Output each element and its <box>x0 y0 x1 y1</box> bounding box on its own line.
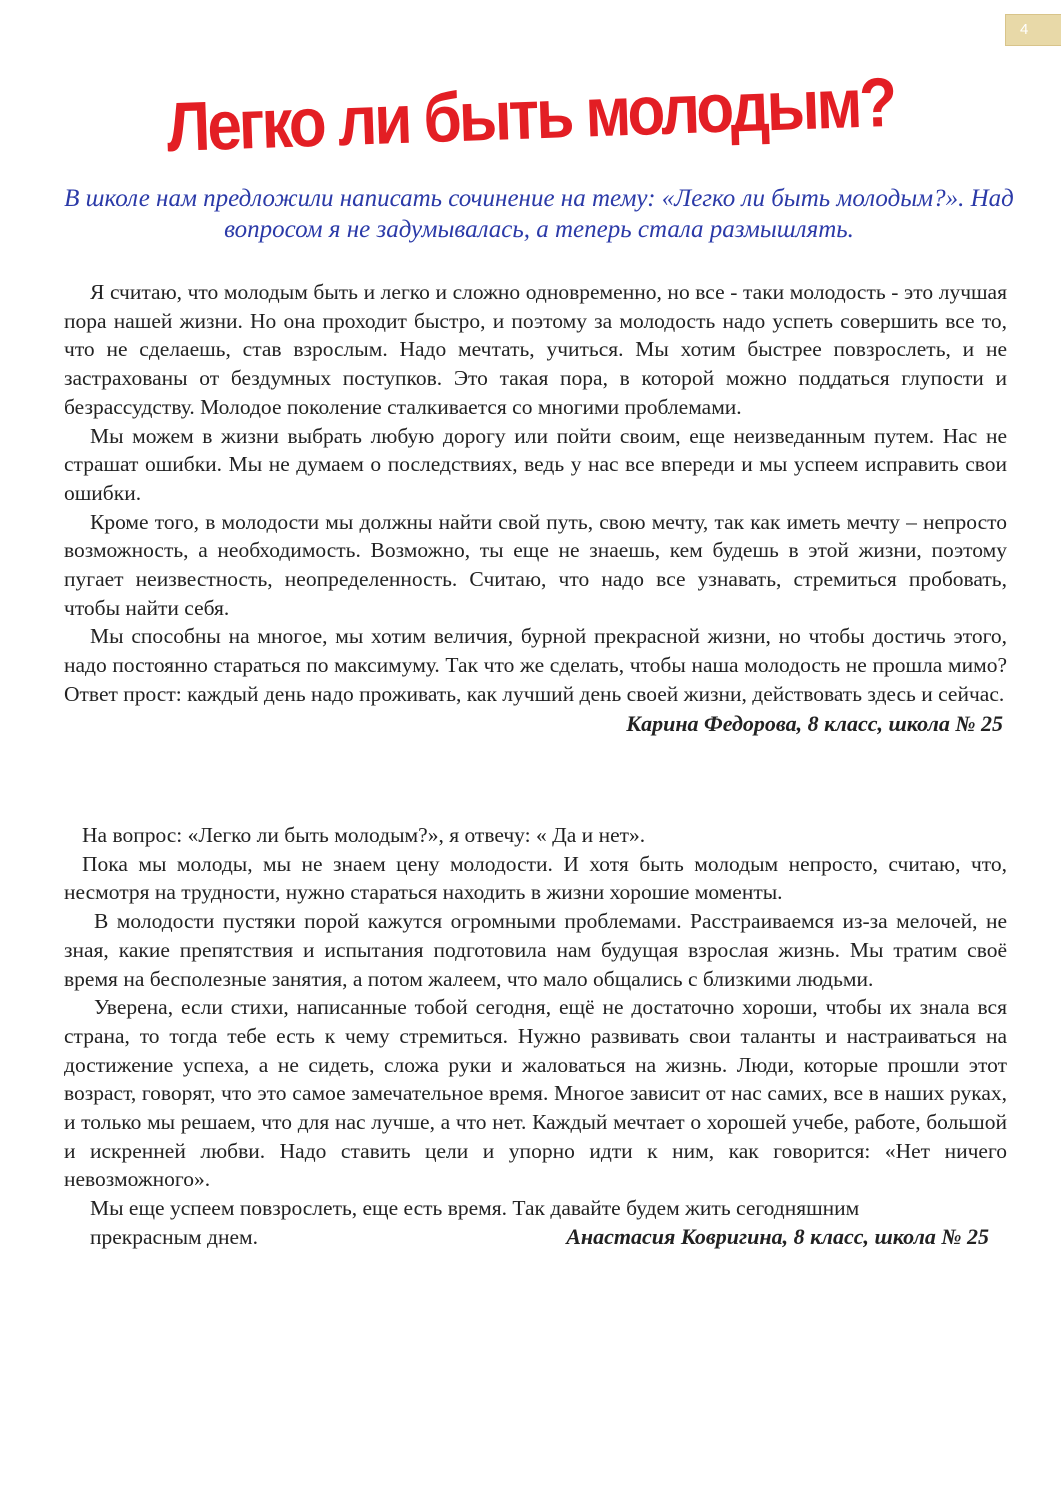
paragraph: Кроме того, в молодости мы должны найти свой путь, свою мечту, так как иметь мечту – непросто возможность, а необходимость. Возможно, ты еще не знаешь, кем будешь в этой жизни, поэтому пугает неизвестность, неопределенность. Считаю, что надо все узнавать, стремиться пробовать, чтобы найти себя. <box>64 509 1007 620</box>
paragraph: На вопрос: «Легко ли быть молодым?», я отвечу: « Да и нет». <box>82 823 646 847</box>
paragraph-end-line <box>64 1223 1007 1252</box>
paragraph: Мы способны на многое, мы хотим величия, бурной прекрасной жизни, но чтобы достичь этого, надо постоянно стараться по максимуму. Так что же сделать, чтобы наша молодость не прошла мимо? Ответ прост: каждый день надо проживать, как лучший день своей жизни, действовать здесь и сейчас. <box>64 624 1007 706</box>
paragraph: Уверена, если стихи, написанные тобой сегодня, ещё не достаточно хороши, чтобы их знала вся страна, то тогда тебе есть к чему стремиться. Нужно развивать свои таланты и настраиваться на достижение успеха, а не сидеть, сложа руки и жаловаться на жизнь. Люди, которые прошли этот возраст, говорят, что это самое замечательное время. Многое зависит от нас самих, все в наших руках, и только мы решаем, что для нас лучше, а что нет. Каждый мечтает о хорошей учебе, работе, большой и искренней любви. Надо ставить цели и упорно идти к ним, как говорится: «Нет ничего невозможного». <box>64 995 1007 1192</box>
page-number: 4 <box>1005 14 1061 46</box>
author-signature: Карина Федорова, 8 класс, школа № 25 <box>626 710 1003 736</box>
page-title: Легко ли быть молодым? <box>165 64 896 167</box>
paragraph: Мы можем в жизни выбрать любую дорогу или пойти своим, еще неизведанным путем. Нас не страшат ошибки. Мы не думаем о последствиях, ведь у нас все впереди и мы успеем исправить свои ошибки. <box>64 423 1007 505</box>
intro-text: В школе нам предложили написать сочинение на тему: «Легко ли быть молодым?». Над вопросом я не задумывалась, а теперь стала размышлять. <box>64 185 1014 243</box>
author-signature: Анастасия Ковригина, 8 класс, школа № 25 <box>566 1223 989 1249</box>
paragraph: Пока мы молоды, мы не знаем цену молодости. И хотя быть молодым непросто, считаю, что, несмотря на трудности, нужно стараться находить в жизни хорошие моменты. <box>64 851 1007 905</box>
paragraph: В молодости пустяки порой кажутся огромными проблемами. Расстраиваемся из-за мелочей, не зная, какие препятствия и испытания подготовила нам будущая взрослая жизнь. Мы тратим своё время на бесполезные занятия, а потом жалеем, что мало общались с близкими людьми. <box>64 909 1007 991</box>
article-fedorova <box>64 278 1007 739</box>
article-kovrigina <box>64 821 1007 1252</box>
paragraph: Я считаю, что молодым быть и легко и сложно одновременно, но все - таки молодость - это лучшая пора нашей жизни. Но она проходит быстро, и поэтому за молодость надо успеть совершить все то, что не сделаешь, став взрослым. Надо мечтать, учиться. Мы хотим быстрее повзрослеть, и не застрахованы от бездумных поступков. Это такая пора, в которой можно поддаться глупости и безрассудству. Молодое поколение сталкивается со многими проблемами. <box>64 280 1007 419</box>
paragraph: Мы еще успеем повзрослеть, еще есть время. Так давайте будем жить сегодняшним <box>90 1196 860 1221</box>
paragraph-tail: прекрасным днем. <box>90 1224 258 1249</box>
